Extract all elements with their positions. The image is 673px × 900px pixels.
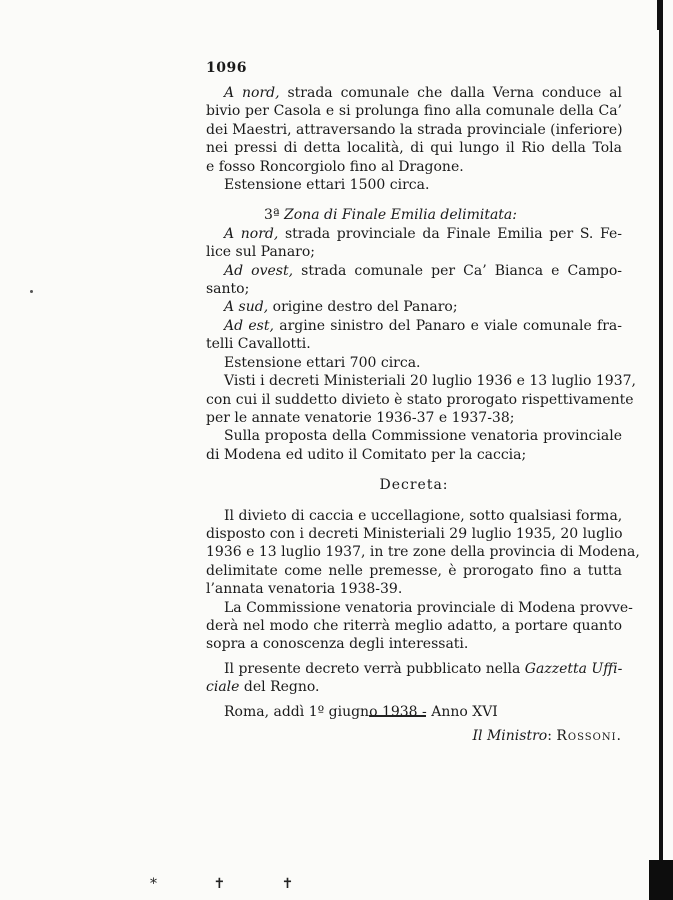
text-line: per le annate venatorie 1936-37 e 1937-38; — [206, 409, 515, 426]
text-line: disposto con i decreti Ministeriali 29 luglio 1935, 20 luglio — [206, 525, 623, 542]
text-line: ciale del Regno. — [206, 679, 320, 696]
text-line: A sud, origine destro del Panaro; — [224, 299, 458, 316]
bottom-marks: * ✝ ✝ — [150, 876, 320, 892]
text-line: A nord, strada provinciale da Finale Emilia per S. Fe- — [224, 225, 622, 242]
text-line: A nord, strada comunale che dalla Verna conduce al — [224, 85, 622, 101]
text-line: l’annata venatoria 1938-39. — [206, 581, 403, 598]
section-heading: 3ª Zona di Finale Emilia delimitata: — [264, 207, 517, 224]
decreta-heading: Decreta: — [379, 477, 449, 494]
text-line: Sulla proposta della Commissione venatoria provinciale — [224, 428, 622, 445]
text-line: bivio per Casola e si prolunga fino alla comunale della Ca’ — [206, 103, 622, 120]
closing-rule — [369, 715, 426, 717]
date-line: Roma, addì 1º giugno 1938 - Anno XVI — [224, 703, 498, 720]
text-line: Estensione ettari 700 circa. — [224, 354, 421, 371]
text-line: Il presente decreto verrà pubblicato nella Gazzetta Uffi- — [224, 660, 623, 677]
text-line: e fosso Roncorgiolo fino al Dragone. — [206, 158, 464, 175]
text-line: Ad ovest, strada comunale per Ca’ Bianca e Campo- — [224, 262, 622, 279]
decree-text — [206, 84, 640, 745]
text-line: dei Maestri, attraversando la strada provinciale (inferiore) — [206, 121, 623, 138]
text-line: Estensione ettari 1500 circa. — [224, 177, 430, 194]
paper-speck — [30, 290, 33, 293]
text-line: lice sul Panaro; — [206, 244, 315, 261]
text-line: nei pressi di detta località, di qui lungo il Rio della Tola — [206, 140, 622, 157]
text-line: delimitate come nelle premesse, è prorogato fino a tutta — [206, 562, 622, 579]
text-line: Visti i decreti Ministeriali 20 luglio 1936 e 13 luglio 1937, — [224, 373, 636, 390]
page-corner-shadow — [649, 860, 673, 900]
text-line: sopra a conoscenza degli interessati. — [206, 636, 469, 653]
text-line: telli Cavallotti. — [206, 336, 311, 353]
text-line: Il divieto di caccia e uccellagione, sotto qualsiasi forma, — [224, 507, 623, 524]
text-line: La Commissione venatoria provinciale di Modena provve- — [224, 599, 633, 616]
text-line: santo; — [206, 281, 250, 298]
page-edge-shadow — [659, 0, 663, 900]
text-line: 1936 e 13 luglio 1937, in tre zone della provincia di Modena, — [206, 544, 640, 561]
text-line: con cui il suddetto divieto è stato prorogato rispettivamente — [206, 391, 634, 408]
text-line: derà nel modo che riterrà meglio adatto, a portare quanto — [206, 617, 622, 634]
page-number: 1096 — [206, 60, 247, 76]
text-line: Ad est, argine sinistro del Panaro e viale comunale fra- — [224, 317, 622, 334]
text-line: di Modena ed udito il Comitato per la caccia; — [206, 446, 527, 463]
signature-line: Il Ministro: Rossoni. — [472, 728, 622, 744]
